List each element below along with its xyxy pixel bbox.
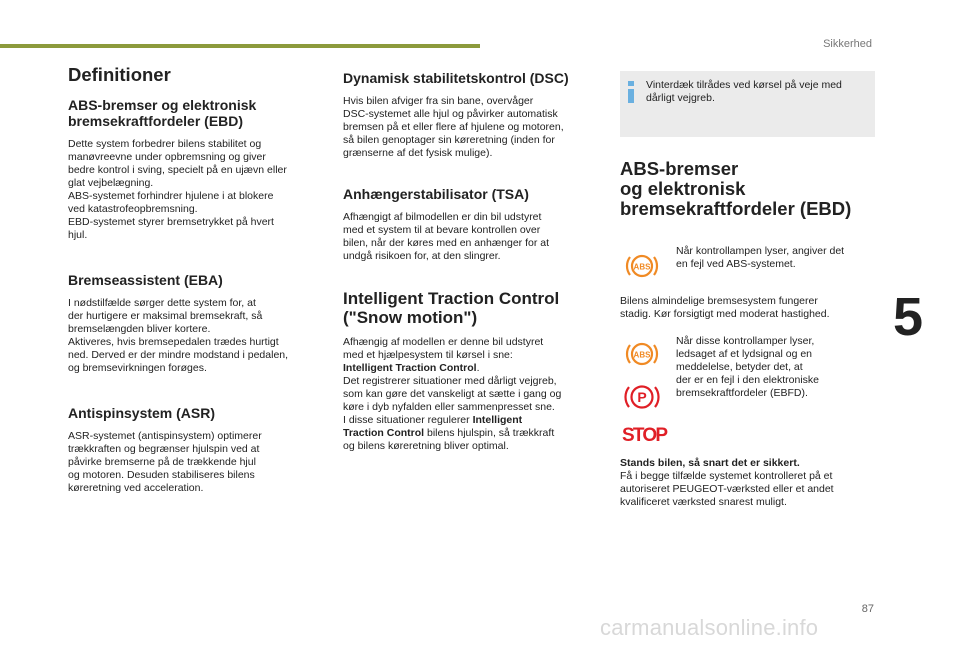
parking-icon-label: P [637,389,647,405]
itc-text [343,336,601,453]
abs-warning-text: Når kontrollampen lyser, angiver det en fejl ved ABS-systemet. [676,245,845,270]
stop-bold-text: Stands bilen, så snart det er sikkert. [620,457,800,469]
normal-brake-text: Bilens almindelige bremsesystem fungerer stadig. Kør forsigtigt med moderat hastighed. [620,295,830,320]
column-3 [620,64,875,509]
eba-heading: Bremseassistent (EBA) [68,272,223,288]
info-icon [626,81,636,103]
abs-icon-label-2: ABS [633,350,651,360]
abs-warning-icon [624,251,660,281]
column-2 [343,64,601,475]
page-number: 87 [861,603,874,615]
info-text: Vinterdæk tilrådes ved kørsel på veje med dårligt vejgreb. [646,79,842,104]
parking-brake-icon [624,381,660,413]
abs-text: Dette system forbedrer bilens stabilitet og manøvreevne under opbremsning og giver bedre kontrol i sving, specielt på en ujævn eller glat vejbelægning. ABS-systemet forhindrer hjulene i at blokere ved katastrofeopbremsning. EBD-systemet styrer bremsetrykket på hvert hjul. [68,138,287,241]
tsa-heading: Anhængerstabilisator (TSA) [343,186,529,202]
abs-ebd-heading: ABS-bremser og elektronisk bremsekraftfordeler (EBD) [620,158,852,219]
page-title: Definitioner [68,64,171,85]
dsc-text: Hvis bilen afviger fra sin bane, overvåger DSC-systemet alle hjul og påvirker automatisk bremsen på et eller flere af hjulene og motoren, så bilen genoptager sin køreretning (inden for grænserne af det fysisk mulige). [343,95,564,159]
abs-heading: ABS-bremser og elektronisk bremsekraftfordeler (EBD) [68,97,257,129]
stop-detail-text: Få i begge tilfælde systemet kontrolleret på et autoriseret PEUGEOT-værksted eller et andet kvalificeret værksted snarest muligt. [620,470,834,508]
dsc-definition [343,70,601,160]
column-1 [68,64,330,517]
info-box [620,71,875,137]
eba-definition [68,272,330,375]
eba-text: I nødstilfælde sørger dette system for, at der hurtigere er maksimal bremsekraft, så bremselængden bliver kortere. Aktiveres, hvis bremsepedalen trædes hurtigt ned. Derved er der mindre modstand i pedalen, og bremsevirkningen forøges. [68,297,289,374]
abs-lamp [620,245,664,281]
itc-text-a: Afhængig af modellen er denne bil udstyret med et hjælpesystem til kørsel i sne: [343,336,544,361]
asr-heading: Antispinsystem (ASR) [68,405,216,421]
itc-heading: Intelligent Traction Control ("Snow motion") [343,289,560,327]
chapter-number: 5 [893,287,924,347]
tsa-text: Afhængigt af bilmodellen er din bil udstyret med et system til at bevare kontrollen over bilen, når der køres med en anhænger for at undgå risikoen for, at den slingrer. [343,211,550,262]
asr-text: ASR-systemet (antispinsystem) optimerer trækkraften og begrænser hjulspin ved at påvirke bremserne på de trækkende hjul og motoren. Desuden stabiliseres bilens køreretning ved acceleration. [68,430,262,494]
top-accent-bar [0,44,480,48]
itc-text-c: bilens hjulspin, så trækkraft og bilens køreretning bliver optimal. [343,427,555,452]
ebd-warning-text: Når disse kontrollamper lyser, ledsaget af et lydsignal og en meddelelse, betyder det, at der er en fejl i den elektroniske bremsekraftfordeler (EBFD). [676,335,819,399]
ebd-lamps [620,335,664,413]
tsa-definition [343,186,601,263]
stop-icon [622,423,670,445]
ebd-warning-row [620,335,875,413]
dsc-heading: Dynamisk stabilitetskontrol (DSC) [343,70,569,86]
abs-icon-label: ABS [633,262,651,272]
stop-icon-label: STOP [622,425,668,445]
itc-bold-a: Intelligent Traction Control [343,362,477,374]
itc-text-b: . Det registrerer situationer med dårligt vejgreb, som kan gøre det vanskeligt at sætte i gang og køre i dyb nyfalden eller sammenpresset sne. I disse situationer regulerer [343,362,562,426]
section-label: Sikkerhed [823,38,872,50]
abs-definition [68,97,330,242]
stop-instruction [620,457,875,509]
abs-warning-row [620,245,875,281]
itc-definition [343,289,601,453]
asr-definition [68,405,330,495]
abs-warning-icon-2 [624,339,660,369]
watermark: carmanualsonline.info [600,615,819,640]
itc-bold-b: Intelligent Traction Control [343,414,523,439]
